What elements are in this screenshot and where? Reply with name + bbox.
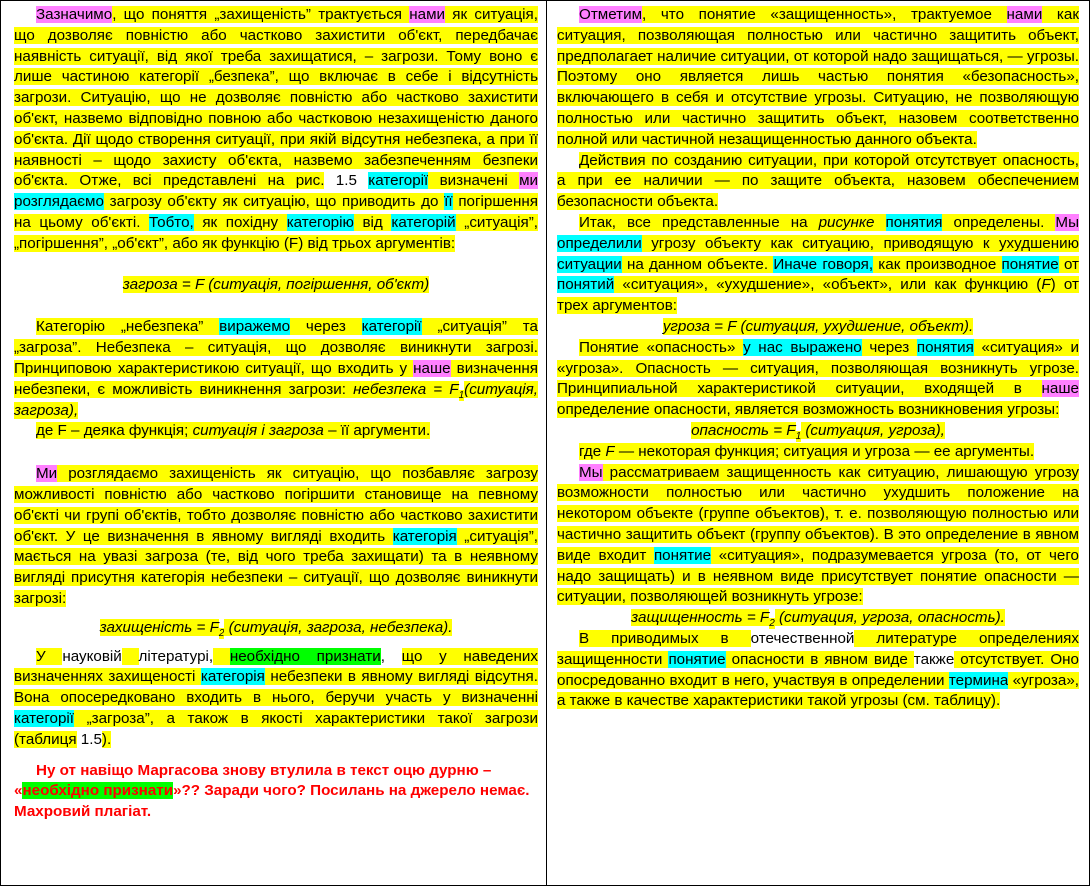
text-run: понятий xyxy=(557,276,615,294)
text-run: через xyxy=(290,318,362,336)
text-run: категорію xyxy=(286,213,354,231)
text-run: (ситуация, угроза), xyxy=(801,421,945,439)
text-run xyxy=(122,648,139,665)
text-run: »?? Заради чого? Посилань на джерело немає. Махровий плагіат. xyxy=(14,782,530,821)
text-run: 2 xyxy=(218,627,225,639)
text-run: понятие xyxy=(653,546,712,564)
text-run: ми xyxy=(519,172,538,190)
text-run: як ситуація, що дозволяє повністю або частково захистити об'єкт, передбачає наявність ситуації, від якої треба захищатися, – загрози. Тому воно є лише частиною категорії „безпека”, що включає в себе і відсутність загрози. Ситуацію, що не дозволяє повністю або частково захистити об'єкт, назвемо відповідно повною або частковою незахищеністю даного об'єкта. Дії щодо створення ситуації, при якій відсутня небезпека, а при її наявності – щодо захисту об'єкта, назвемо забезпеченням безпеки об'єкта. Отже, всі представлені на рис. xyxy=(14,6,538,190)
formula-danger xyxy=(557,421,1079,442)
text-run: Понятие «опасность» xyxy=(579,338,744,356)
paragraph xyxy=(557,442,1079,463)
paragraph xyxy=(557,629,1079,712)
text-run: Мы xyxy=(1055,213,1079,231)
text-run: (ситуація, загроза), xyxy=(14,380,538,419)
text-run: защищенность = F xyxy=(631,609,770,627)
text-run: на данном объекте. xyxy=(621,255,774,273)
text-run: що у наведених визначеннях захищеності xyxy=(14,647,538,686)
text-run: літературі, xyxy=(138,647,214,665)
text-run: категорія xyxy=(200,668,265,686)
text-run: Категорію „небезпека” xyxy=(36,318,220,336)
text-run: наше xyxy=(413,359,451,377)
text-run: „ситуація”, „погіршення”, „об'єкт”, або як функцію (F) від трьох аргументів: xyxy=(14,213,538,252)
text-run: загрозу об'єкту як ситуацію, що приводить до xyxy=(103,193,445,211)
text-run: 1.5 xyxy=(76,730,102,748)
russian-text-column xyxy=(547,1,1089,885)
formula-threat xyxy=(557,317,1079,338)
paragraph xyxy=(14,464,538,610)
text-run: від xyxy=(353,213,392,231)
text-run: У xyxy=(36,647,63,665)
paragraph xyxy=(14,647,538,751)
text-run: Отметим xyxy=(579,6,643,23)
text-run: «ситуация», подразумевается угроза (то, от чего надо защищать) и в неявном виде присутствует понятие опасности — ситуации, позволяющей возникнуть угрозе: xyxy=(557,546,1079,606)
text-run: как производное xyxy=(873,255,1002,273)
text-run: (ситуація, загроза, небезпека). xyxy=(224,618,453,636)
text-run: погіршення на цьому об'єкті. xyxy=(14,193,538,231)
text-run: рассматриваем защищенность как ситуацию, лишающую угрозу возможности полностью или частично ухудшить положение на некотором объекте (группе объектов), т. е. позволяющую полностью или частично защитить объект (группу объектов). В это определение в явном виде входит xyxy=(557,463,1079,564)
text-run: виражемо xyxy=(219,318,291,336)
text-run: необхідно признати xyxy=(229,647,381,665)
text-run: 1 xyxy=(795,430,802,442)
text-run: через xyxy=(861,338,917,356)
text-run: опасности в явном виде xyxy=(725,650,914,668)
text-run: опасность = F xyxy=(691,421,796,439)
text-run: — некоторая функция; ситуация и угроза — ее аргументы. xyxy=(614,442,1035,460)
text-run: отсутствует. Оно опосредованно входит в него, участвуя в определении xyxy=(557,650,1079,689)
text-run: угрозу объекту как ситуацию, приводящую к ухудшению xyxy=(641,234,1079,252)
text-run: понятие xyxy=(668,650,726,668)
text-run: визначення небезпеки, є можливість виникнення загрози: xyxy=(14,359,539,398)
text-run: небезпеки в явному вигляді відсутня. Вона опосередковано входить в нього, беручи участь у визначенні xyxy=(14,668,538,707)
text-run: „ситуація”, мається на увазі загроза (те, від чого треба захищати) та в неявному вигляді присутня категорія небезпеки – ситуації, що дозволяє виникнути загрозі: xyxy=(14,527,538,607)
paragraph xyxy=(14,5,538,255)
formula-security xyxy=(14,618,538,639)
text-run: категорії xyxy=(361,318,422,336)
text-run: ) от трех аргументов: xyxy=(557,276,1079,315)
text-run: захищеність = F xyxy=(99,618,219,636)
text-run: де F – деяка функція; xyxy=(36,422,193,440)
text-run: определили xyxy=(557,234,642,252)
text-run: – її аргументи. xyxy=(323,422,431,440)
text-run: понятия xyxy=(885,213,943,231)
formula-threat xyxy=(14,275,538,296)
text-run: нами xyxy=(409,6,446,23)
text-run: F xyxy=(605,442,615,460)
text-run: «ситуация» и «угроза». Опасность — ситуация, позволяющая возникнуть угрозе. Принципиальной характеристикой ситуации, входящей в xyxy=(557,338,1079,398)
text-run: , xyxy=(380,647,402,665)
text-run: (ситуация, угроза, опасность). xyxy=(774,609,1005,627)
text-run: ). xyxy=(101,730,112,748)
text-run: где xyxy=(579,442,606,460)
text-run: В приводимых в xyxy=(579,629,751,647)
text-run: Итак, все представленные на xyxy=(579,213,819,231)
paragraph xyxy=(557,213,1079,317)
text-run: „ситуація” та „загроза”. Небезпека – ситуація, що дозволяє виникнути загрозі. Принциповою характеристикою ситуації, що входить у xyxy=(14,318,538,377)
text-run: Тобто, xyxy=(149,213,194,231)
text-run: розглядаємо захищеність як ситуацію, що позбавляє загрозу можливості повністю або частково погіршити становище на певному об'єкті чи групі об'єктів, тобто дозволяє повністю або частково захистити об'єкт. У це визначення в явному вигляді входить xyxy=(14,465,538,545)
text-run: „загроза”, а також в якості характеристики такої загрози (таблиця xyxy=(14,709,538,748)
text-run: Ну от навіщо Маргасова знову втулила в текст оцю дурню – « xyxy=(14,761,492,800)
text-run: F xyxy=(1041,276,1051,294)
text-run: Зазначимо xyxy=(36,6,113,23)
text-run: категорії xyxy=(368,172,429,190)
text-run xyxy=(213,648,230,665)
text-run: у нас выражено xyxy=(743,338,862,356)
text-run: от xyxy=(1058,255,1080,273)
text-run: категорій xyxy=(391,213,456,231)
ukrainian-text-column xyxy=(1,1,547,885)
text-run: Ми xyxy=(36,465,58,483)
paragraph xyxy=(557,151,1079,213)
text-run: небезпека = F xyxy=(353,380,459,398)
text-run: понятие xyxy=(1001,255,1059,273)
text-run: Действия по созданию ситуации, при которой отсутствует опасность, а при ее наличии — по защите объекта, назовем обеспечением безопасности объекта. xyxy=(557,151,1079,211)
text-run: как ситуация, позволяющая полностью или частично защитить объект, предполагает наличие ситуации, от которой надо защищаться, — угрозы. Поэтому оно является лишь частью понятия «безопасность», включающего в себя и отсутствие угрозы. Ситуацию, не позволяющую полностью или частично защитить объект, назовем соответственно полной или частичной незащищенностью данного объекта. xyxy=(557,6,1079,148)
text-run: 1 xyxy=(458,389,465,401)
text-run: ситуации xyxy=(557,255,622,273)
text-run xyxy=(874,214,885,231)
text-run: категорії xyxy=(14,709,75,727)
paragraph xyxy=(14,317,538,421)
text-run: 2 xyxy=(769,618,775,630)
paragraph xyxy=(14,421,538,442)
text-run: , що поняття „захищеність” трактується xyxy=(112,6,410,23)
text-run: , что понятие «защищенность», трактуемое xyxy=(642,6,1007,23)
text-run: 1.5 xyxy=(324,172,369,190)
text-run: также xyxy=(913,650,955,668)
text-run: визначені xyxy=(428,172,520,190)
text-run: термина xyxy=(948,671,1009,689)
text-run: її xyxy=(444,193,453,211)
text-run: определены. xyxy=(942,213,1056,231)
text-run: отечественной xyxy=(750,629,855,647)
text-run: «угроза», а также в качестве характеристики такой угрозы (см. таблицу). xyxy=(557,671,1079,710)
editor-comment xyxy=(14,761,538,823)
text-run: нами xyxy=(1006,6,1043,23)
paragraph xyxy=(557,338,1079,421)
text-run: угроза = F (ситуация, ухудшение, объект). xyxy=(662,317,974,335)
text-run: розглядаємо xyxy=(14,193,104,211)
text-run: Мы xyxy=(579,463,603,481)
text-run: «ситуация», «ухудшение», «объект», или как функцию ( xyxy=(614,276,1042,294)
text-run: рисунке xyxy=(818,213,875,231)
text-run: науковій xyxy=(62,647,122,665)
text-run: наше xyxy=(1041,380,1079,398)
text-run: ситуація і загроза xyxy=(192,422,324,440)
paragraph xyxy=(557,463,1079,609)
formula-security xyxy=(557,608,1079,629)
text-run: определение опасности, является возможность возникновения угрозы: xyxy=(557,401,1060,419)
text-run: необхідно признати xyxy=(22,782,174,800)
text-run: Иначе говоря, xyxy=(773,255,874,273)
text-run: як похідну xyxy=(193,213,287,231)
formula-text: загроза = F (ситуація, погіршення, об'єкт) xyxy=(122,275,430,293)
text-run: понятия xyxy=(916,338,974,356)
paragraph xyxy=(557,5,1079,151)
text-run: литературе определениях защищенности xyxy=(557,629,1079,668)
text-run: категорія xyxy=(392,527,457,545)
